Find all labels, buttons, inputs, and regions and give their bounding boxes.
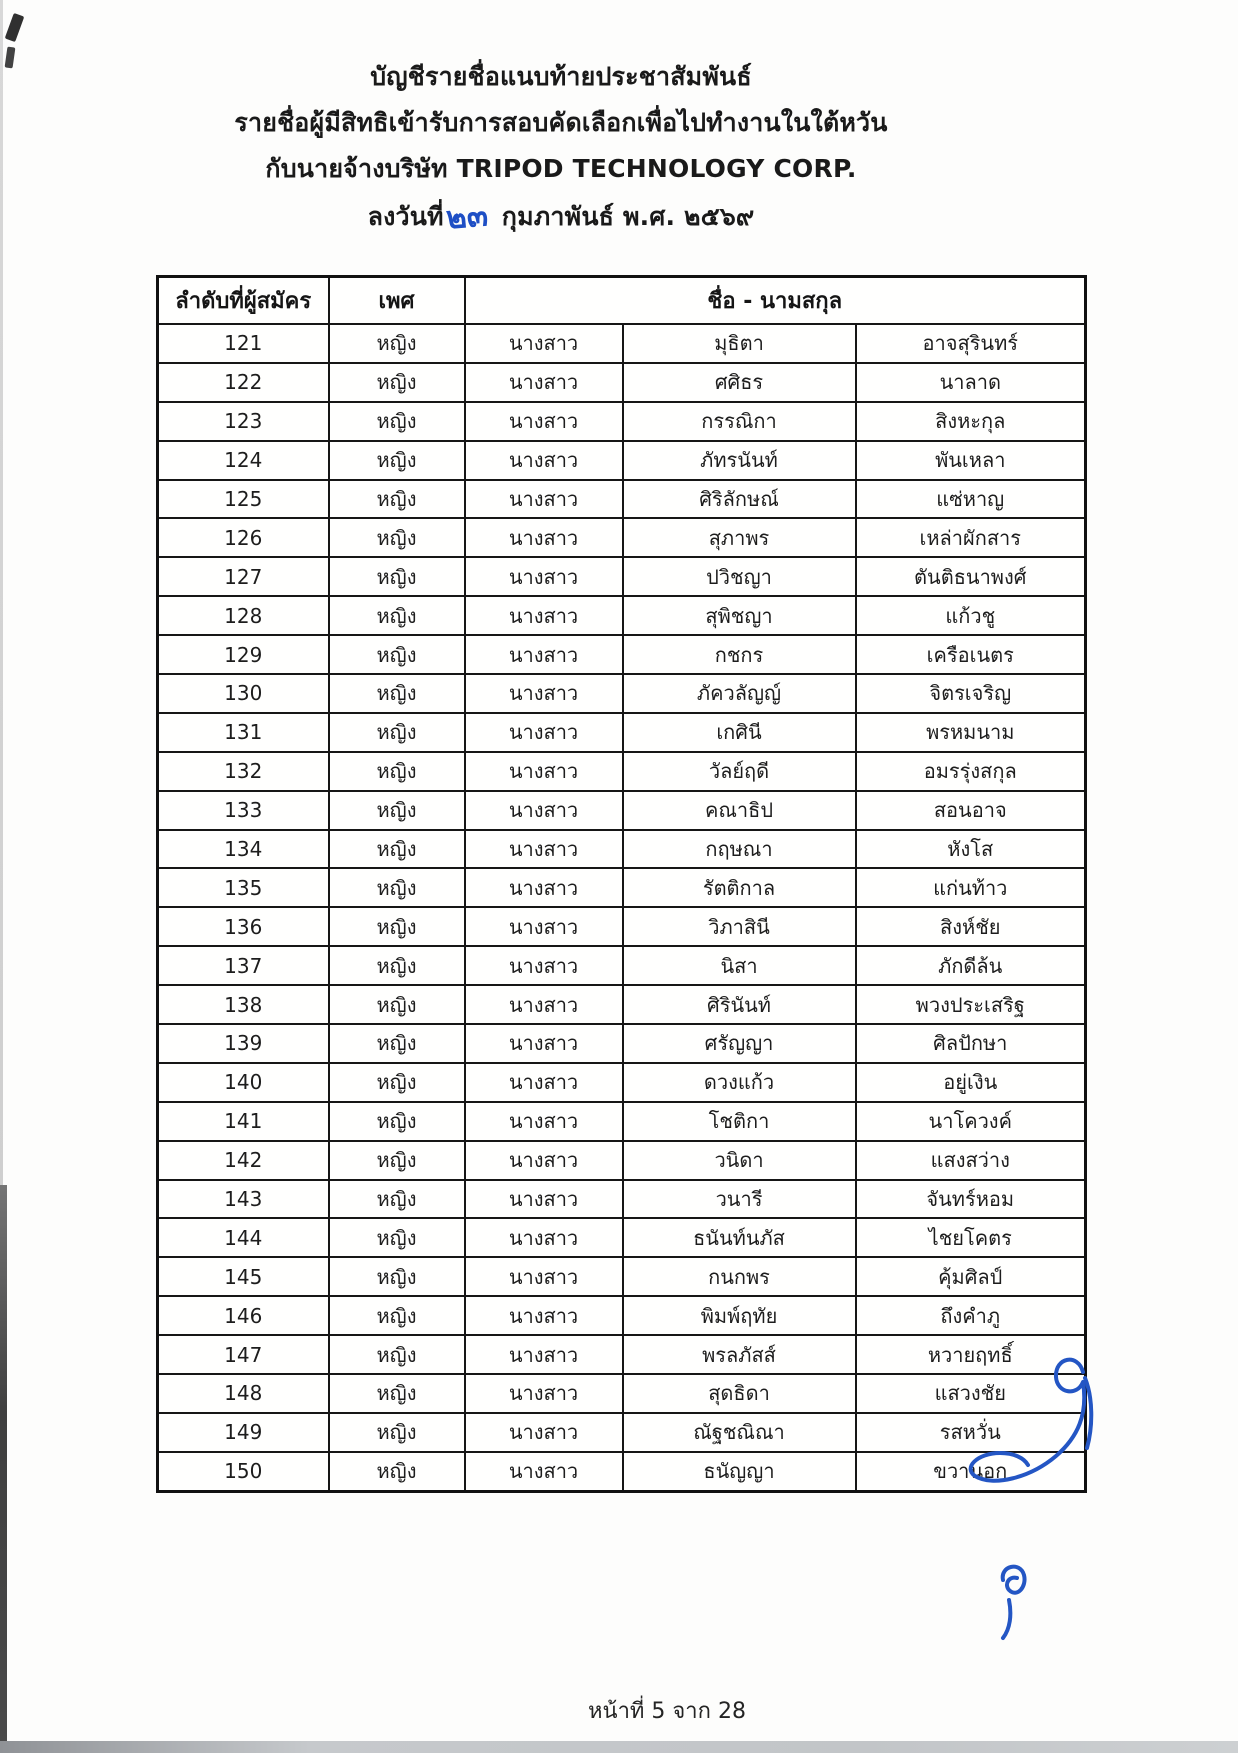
table-cell: ไชยโคตร bbox=[856, 1218, 1086, 1257]
table-row bbox=[158, 557, 1086, 596]
applicant-table bbox=[156, 275, 1087, 1493]
table-cell: 125 bbox=[158, 480, 329, 519]
table-cell: กรรณิกา bbox=[623, 402, 856, 441]
table-row bbox=[158, 713, 1086, 752]
table-cell: ศิลปักษา bbox=[856, 1024, 1086, 1063]
table-header-row bbox=[158, 277, 1086, 325]
table-cell: นางสาว bbox=[465, 674, 623, 713]
date-line bbox=[0, 192, 1122, 240]
table-row bbox=[158, 1218, 1086, 1257]
table-cell: กนกพร bbox=[623, 1257, 856, 1296]
table-cell: นางสาว bbox=[465, 480, 623, 519]
table-cell: พรหมนาม bbox=[856, 713, 1086, 752]
table-cell: สุดธิดา bbox=[623, 1374, 856, 1413]
table-cell: 142 bbox=[158, 1141, 329, 1180]
table-cell: 133 bbox=[158, 791, 329, 830]
table-cell: นางสาว bbox=[465, 1257, 623, 1296]
table-cell: ธนันท์นภัส bbox=[623, 1218, 856, 1257]
table-cell: 128 bbox=[158, 596, 329, 635]
table-cell: ศิริลักษณ์ bbox=[623, 480, 856, 519]
table-row bbox=[158, 985, 1086, 1024]
table-cell: แสวงชัย bbox=[856, 1374, 1086, 1413]
table-cell: หญิง bbox=[329, 752, 465, 791]
table-cell: หญิง bbox=[329, 402, 465, 441]
table-cell: ศศิธร bbox=[623, 363, 856, 402]
table-cell: นางสาว bbox=[465, 1218, 623, 1257]
table-cell: ณัฐชณิณา bbox=[623, 1413, 856, 1452]
table-cell: นางสาว bbox=[465, 868, 623, 907]
table-cell: 130 bbox=[158, 674, 329, 713]
table-cell: นางสาว bbox=[465, 441, 623, 480]
table-cell: ตันติธนาพงศ์ bbox=[856, 557, 1086, 596]
table-cell: 140 bbox=[158, 1063, 329, 1102]
table-row bbox=[158, 518, 1086, 557]
table-cell: นางสาว bbox=[465, 1374, 623, 1413]
table-cell: แสงสว่าง bbox=[856, 1141, 1086, 1180]
table-cell: วนิดา bbox=[623, 1141, 856, 1180]
table-row bbox=[158, 1180, 1086, 1219]
table-cell: ธนัญญา bbox=[623, 1452, 856, 1491]
table-cell: 143 bbox=[158, 1180, 329, 1219]
title-block bbox=[0, 54, 1122, 240]
table-cell: 147 bbox=[158, 1335, 329, 1374]
table-cell: หญิง bbox=[329, 324, 465, 363]
table-cell: วิภาสินี bbox=[623, 907, 856, 946]
page-number: หน้าที่ 5 จาก 28 bbox=[588, 1699, 746, 1724]
table-row bbox=[158, 830, 1086, 869]
table-cell: 127 bbox=[158, 557, 329, 596]
date-suffix: กุมภาพันธ์ พ.ศ. ๒๕๖๙ bbox=[501, 202, 755, 231]
table-cell: ศรัญญา bbox=[623, 1024, 856, 1063]
table-cell: มุธิตา bbox=[623, 324, 856, 363]
table-cell: นางสาว bbox=[465, 713, 623, 752]
table-cell: 131 bbox=[158, 713, 329, 752]
table-cell: หญิง bbox=[329, 596, 465, 635]
table-row bbox=[158, 1024, 1086, 1063]
table-cell: พิมพ์ฤทัย bbox=[623, 1296, 856, 1335]
table-cell: 146 bbox=[158, 1296, 329, 1335]
table-cell: นางสาว bbox=[465, 518, 623, 557]
table-cell: หญิง bbox=[329, 830, 465, 869]
table-cell: นางสาว bbox=[465, 596, 623, 635]
table-cell: คณาธิป bbox=[623, 791, 856, 830]
table-cell: หญิง bbox=[329, 441, 465, 480]
table-row bbox=[158, 402, 1086, 441]
table-cell: หญิง bbox=[329, 713, 465, 752]
scan-edge-shadow bbox=[0, 1741, 1238, 1753]
table-cell: ภัควลัญญ์ bbox=[623, 674, 856, 713]
table-cell: หญิง bbox=[329, 674, 465, 713]
table-cell: ขวานอก bbox=[856, 1452, 1086, 1491]
table-cell: 138 bbox=[158, 985, 329, 1024]
table-cell: เหล่าผักสาร bbox=[856, 518, 1086, 557]
table-cell: 144 bbox=[158, 1218, 329, 1257]
table-cell: วนารี bbox=[623, 1180, 856, 1219]
table-cell: หญิง bbox=[329, 557, 465, 596]
table-cell: สุพิชญา bbox=[623, 596, 856, 635]
table-cell: แซ่หาญ bbox=[856, 480, 1086, 519]
table-cell: พันเหลา bbox=[856, 441, 1086, 480]
table-cell: ดวงแก้ว bbox=[623, 1063, 856, 1102]
table-row bbox=[158, 480, 1086, 519]
table-cell: ถึงคำภู bbox=[856, 1296, 1086, 1335]
table-row bbox=[158, 791, 1086, 830]
table-cell: สิงห์ชัย bbox=[856, 907, 1086, 946]
table-cell: 137 bbox=[158, 946, 329, 985]
table-cell: ภัทรนันท์ bbox=[623, 441, 856, 480]
table-cell: หญิง bbox=[329, 1257, 465, 1296]
table-row bbox=[158, 674, 1086, 713]
table-cell: หังโส bbox=[856, 830, 1086, 869]
table-cell: ศิรินันท์ bbox=[623, 985, 856, 1024]
table-cell: นางสาว bbox=[465, 752, 623, 791]
table-row bbox=[158, 1141, 1086, 1180]
table-cell: หญิง bbox=[329, 1218, 465, 1257]
table-row bbox=[158, 1063, 1086, 1102]
scan-corner-mark bbox=[5, 13, 25, 42]
table-cell: จันทร์หอม bbox=[856, 1180, 1086, 1219]
table-cell: รัตติกาล bbox=[623, 868, 856, 907]
document-title: บัญชีรายชื่อแนบท้ายประชาสัมพันธ์ bbox=[370, 62, 752, 91]
date-prefix: ลงวันที่ bbox=[367, 202, 444, 231]
table-cell: หญิง bbox=[329, 946, 465, 985]
table-row bbox=[158, 1296, 1086, 1335]
table-cell: นางสาว bbox=[465, 363, 623, 402]
table-cell: 134 bbox=[158, 830, 329, 869]
table-cell: 129 bbox=[158, 635, 329, 674]
table-cell: หญิง bbox=[329, 907, 465, 946]
table-row bbox=[158, 868, 1086, 907]
table-cell: นาลาด bbox=[856, 363, 1086, 402]
table-cell: นางสาว bbox=[465, 1296, 623, 1335]
table-cell: 150 bbox=[158, 1452, 329, 1491]
table-cell: 122 bbox=[158, 363, 329, 402]
table-cell: นางสาว bbox=[465, 1180, 623, 1219]
table-cell: หญิง bbox=[329, 1180, 465, 1219]
table-cell: นางสาว bbox=[465, 1024, 623, 1063]
table-cell: 141 bbox=[158, 1102, 329, 1141]
table-cell: หญิง bbox=[329, 1374, 465, 1413]
table-cell: 136 bbox=[158, 907, 329, 946]
table-cell: 135 bbox=[158, 868, 329, 907]
table-cell: อยู่เงิน bbox=[856, 1063, 1086, 1102]
table-cell: 121 bbox=[158, 324, 329, 363]
table-cell: หญิง bbox=[329, 985, 465, 1024]
table-cell: อมรรุ่งสกุล bbox=[856, 752, 1086, 791]
table-row bbox=[158, 1102, 1086, 1141]
table-cell: นางสาว bbox=[465, 1452, 623, 1491]
table-cell: สอนอาจ bbox=[856, 791, 1086, 830]
table-cell: สุภาพร bbox=[623, 518, 856, 557]
table-cell: นางสาว bbox=[465, 635, 623, 674]
table-cell: หญิง bbox=[329, 363, 465, 402]
handwritten-day-number: ๒๓ bbox=[444, 197, 490, 237]
table-cell: นางสาว bbox=[465, 1102, 623, 1141]
table-cell: นางสาว bbox=[465, 985, 623, 1024]
table-cell: 124 bbox=[158, 441, 329, 480]
table-cell: กชกร bbox=[623, 635, 856, 674]
table-cell: หญิง bbox=[329, 518, 465, 557]
table-cell: คุ้มศิลป์ bbox=[856, 1257, 1086, 1296]
applicant-table-body bbox=[158, 324, 1086, 1491]
table-cell: 132 bbox=[158, 752, 329, 791]
table-cell: หญิง bbox=[329, 868, 465, 907]
table-cell: ปวิชญา bbox=[623, 557, 856, 596]
handwritten-signature bbox=[935, 1348, 1125, 1648]
table-cell: นางสาว bbox=[465, 1413, 623, 1452]
table-row bbox=[158, 324, 1086, 363]
table-cell: นางสาว bbox=[465, 830, 623, 869]
table-cell: หญิง bbox=[329, 1335, 465, 1374]
table-cell: หญิง bbox=[329, 1102, 465, 1141]
table-cell: หญิง bbox=[329, 480, 465, 519]
table-row bbox=[158, 441, 1086, 480]
table-cell: นางสาว bbox=[465, 946, 623, 985]
table-row bbox=[158, 1257, 1086, 1296]
table-cell: นิสา bbox=[623, 946, 856, 985]
table-cell: 149 bbox=[158, 1413, 329, 1452]
table-cell: อาจสุรินทร์ bbox=[856, 324, 1086, 363]
table-cell: หญิง bbox=[329, 1452, 465, 1491]
table-cell: นางสาว bbox=[465, 324, 623, 363]
table-cell: หวายฤทธิ์ bbox=[856, 1335, 1086, 1374]
table-cell: กฤษณา bbox=[623, 830, 856, 869]
table-cell: ภักดีล้น bbox=[856, 946, 1086, 985]
table-cell: หญิง bbox=[329, 1413, 465, 1452]
table-cell: นางสาว bbox=[465, 1063, 623, 1102]
table-cell: นางสาว bbox=[465, 1335, 623, 1374]
table-cell: โชติกา bbox=[623, 1102, 856, 1141]
table-cell: เกศินี bbox=[623, 713, 856, 752]
table-cell: หญิง bbox=[329, 1024, 465, 1063]
table-cell: หญิง bbox=[329, 635, 465, 674]
table-cell: นางสาว bbox=[465, 907, 623, 946]
table-cell: 148 bbox=[158, 1374, 329, 1413]
table-cell: 126 bbox=[158, 518, 329, 557]
table-cell: 123 bbox=[158, 402, 329, 441]
table-row bbox=[158, 946, 1086, 985]
table-cell: จิตรเจริญ bbox=[856, 674, 1086, 713]
table-cell: หญิง bbox=[329, 1141, 465, 1180]
table-cell: นาโควงค์ bbox=[856, 1102, 1086, 1141]
table-cell: วัลย์ฤดี bbox=[623, 752, 856, 791]
table-cell: แก้วชู bbox=[856, 596, 1086, 635]
table-cell: 139 bbox=[158, 1024, 329, 1063]
table-cell: 145 bbox=[158, 1257, 329, 1296]
document-subtitle: รายชื่อผู้มีสิทธิเข้ารับการสอบคัดเลือกเพื่อไปทำงานในใต้หวัน bbox=[234, 108, 888, 137]
table-cell: รสหวั่น bbox=[856, 1413, 1086, 1452]
table-cell: พวงประเสริฐ bbox=[856, 985, 1086, 1024]
table-cell: หญิง bbox=[329, 1296, 465, 1335]
table-row bbox=[158, 596, 1086, 635]
table-row bbox=[158, 907, 1086, 946]
table-cell: นางสาว bbox=[465, 791, 623, 830]
scan-edge-shadow bbox=[0, 1185, 7, 1753]
table-cell: เครือเนตร bbox=[856, 635, 1086, 674]
column-header-gender: เพศ bbox=[329, 277, 465, 325]
table-row bbox=[158, 752, 1086, 791]
column-header-applicant-number: ลำดับที่ผู้สมัคร bbox=[158, 277, 329, 325]
column-header-name: ชื่อ - นามสกุล bbox=[465, 277, 1086, 325]
table-cell: พรลภัสส์ bbox=[623, 1335, 856, 1374]
table-row bbox=[158, 363, 1086, 402]
table-cell: หญิง bbox=[329, 1063, 465, 1102]
table-cell: นางสาว bbox=[465, 1141, 623, 1180]
table-row bbox=[158, 635, 1086, 674]
table-cell: สิงหะกุล bbox=[856, 402, 1086, 441]
table-cell: หญิง bbox=[329, 791, 465, 830]
table-cell: นางสาว bbox=[465, 402, 623, 441]
table-cell: แก่นท้าว bbox=[856, 868, 1086, 907]
employer-line: กับนายจ้างบริษัท TRIPOD TECHNOLOGY CORP. bbox=[265, 154, 857, 183]
table-cell: นางสาว bbox=[465, 557, 623, 596]
